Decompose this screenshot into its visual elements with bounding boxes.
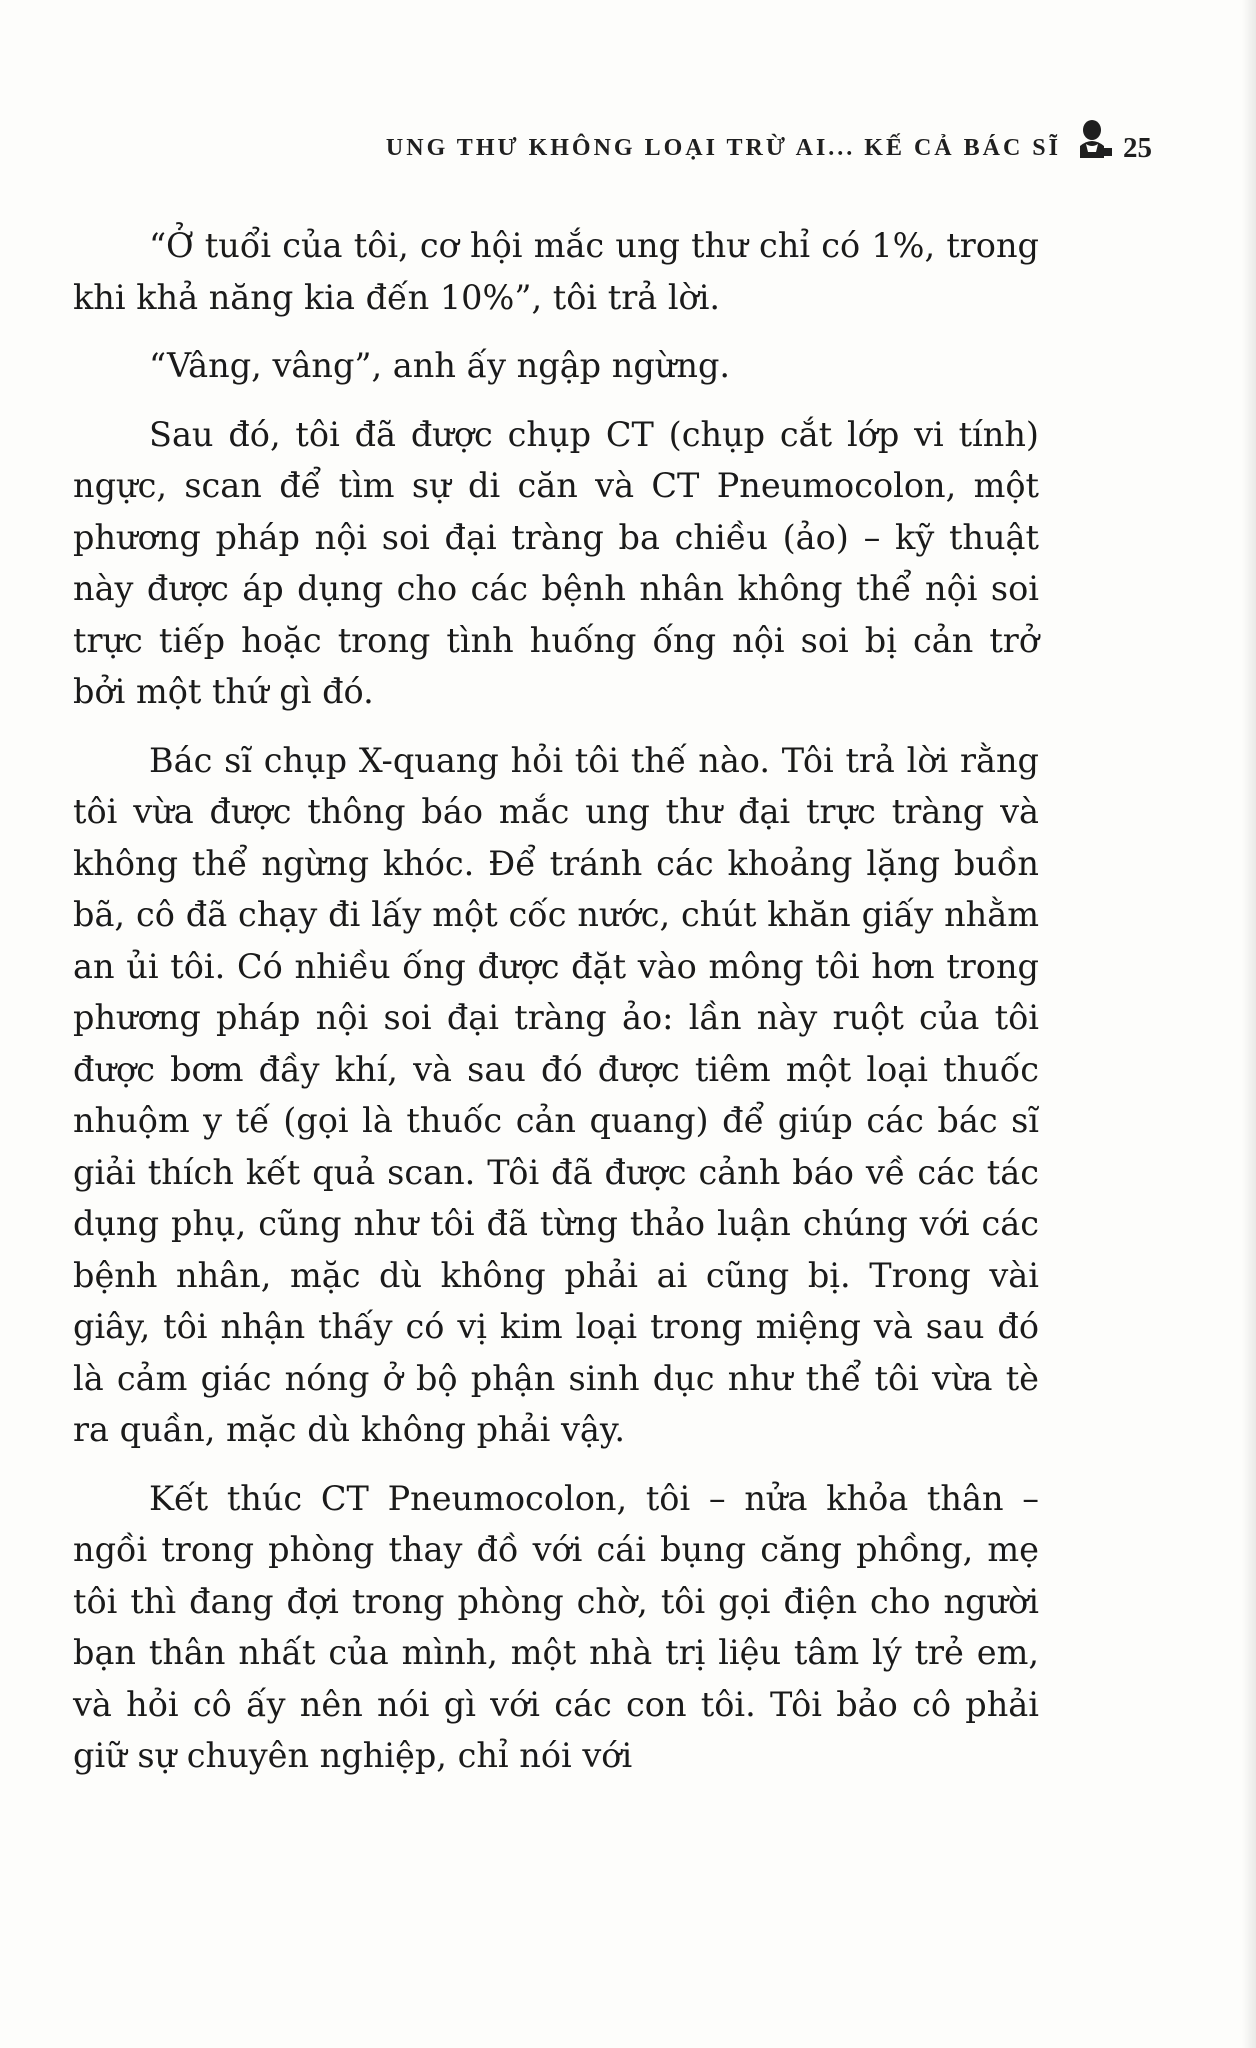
- page-number: 25: [1123, 131, 1152, 164]
- body-text: [73, 220, 1039, 1782]
- bust-silhouette-icon: [1075, 118, 1113, 162]
- paragraph-3: Sau đó, tôi đã được chụp CT (chụp cắt lớp vi tính) ngực, scan để tìm sự di căn và CT Pneumocolon, một phương pháp nội soi đại tràng ba chiều (ảo) – kỹ thuật này được áp dụng cho các bệnh nhân không thể nội soi trực tiếp hoặc trong tình huống ống nội soi bị cản trở bởi một thứ gì đó.: [73, 414, 1039, 711]
- running-header: [386, 126, 1152, 170]
- paragraph-1: “Ở tuổi của tôi, cơ hội mắc ung thư chỉ có 1%, trong khi khả năng kia đến 10%”, tôi trả lời.: [73, 226, 1039, 317]
- page-edge-shadow: [1242, 0, 1256, 2048]
- paragraph-4: Bác sĩ chụp X-quang hỏi tôi thế nào. Tôi trả lời rằng tôi vừa được thông báo mắc ung thư đại trực tràng và không thể ngừng khóc. Để tránh các khoảng lặng buồn bã, cô đã chạy đi lấy một cốc nước, chút khăn giấy nhằm an ủi tôi. Có nhiều ống được đặt vào mông tôi hơn trong phương pháp nội soi đại tràng ảo: lần này ruột của tôi được bơm đầy khí, và sau đó được tiêm một loại thuốc nhuộm y tế (gọi là thuốc cản quang) để giúp các bác sĩ giải thích kết quả scan. Tôi đã được cảnh báo về các tác dụng phụ, cũng như tôi đã từng thảo luận chúng với các bệnh nhân, mặc dù không phải ai cũng bị. Trong vài giây, tôi nhận thấy có vị kim loại trong miệng và sau đó là cảm giác nóng ở bộ phận sinh dục như thể tôi vừa tè ra quần, mặc dù không phải vậy.: [73, 740, 1039, 1449]
- paragraph-2: “Vâng, vâng”, anh ấy ngập ngừng.: [149, 346, 731, 385]
- paragraph-5: Kết thúc CT Pneumocolon, tôi – nửa khỏa thân – ngồi trong phòng thay đồ với cái bụng căng phồng, mẹ tôi thì đang đợi trong phòng chờ, tôi gọi điện cho người bạn thân nhất của mình, một nhà trị liệu tâm lý trẻ em, và hỏi cô ấy nên nói gì với các con tôi. Tôi bảo cô phải giữ sự chuyên nghiệp, chỉ nói với: [73, 1478, 1039, 1775]
- running-header-title: UNG THƯ KHÔNG LOẠI TRỪ AI... KẾ CẢ BÁC SĨ: [385, 134, 1061, 161]
